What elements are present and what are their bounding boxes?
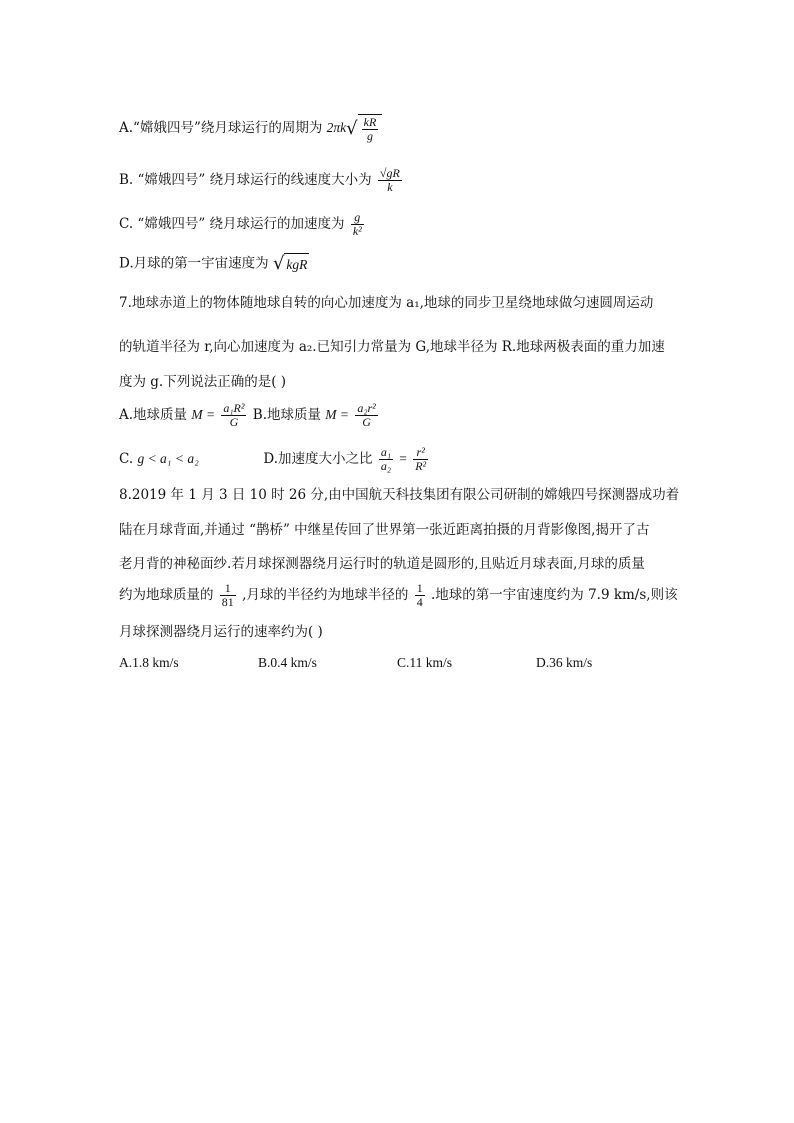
q7-option-b-den: G [362, 415, 371, 429]
q7-option-c-expr: g < a₁ < a₂ [137, 451, 199, 466]
q8-frac-1-den: 81 [221, 595, 234, 609]
q7-option-a-den: G [229, 415, 239, 429]
q7-line-1: 7.地球赤道上的物体随地球自转的向心加速度为 a₁,地球的同步卫星绕地球做匀速圆周运动 [119, 295, 654, 311]
q6-option-a [119, 114, 382, 143]
q8-option-c: C.11 km/s [397, 655, 453, 670]
q7-option-b-num: a₂r² [357, 401, 376, 415]
q7-option-d-rfrac [413, 446, 428, 473]
q8-line-3: 老月背的神秘面纱.若月球探测器绕月运行时的轨道是圆形的,且贴近月球表面,月球的质量 [119, 556, 645, 572]
q6-option-d-sqrt-body: kgR [284, 253, 309, 275]
q8-line-4 [119, 582, 678, 609]
q6-option-c [119, 211, 366, 238]
q8-frac-2-num: 1 [416, 581, 423, 595]
q7-line-3: 度为 g.下列说法正确的是( ) [119, 374, 287, 390]
q6-option-c-num: g [351, 211, 364, 225]
q8-option-d: D.36 km/s [536, 655, 593, 670]
q6-option-a-label: A.“嫦娥四号”绕月球运行的周期为 [119, 120, 323, 136]
q7-options-ab [119, 402, 380, 429]
q6-option-b [119, 167, 404, 194]
q7-option-a-num: a₁R² [223, 401, 245, 415]
q6-option-d [119, 253, 309, 275]
q8-frac-2 [415, 582, 425, 609]
q8-line-2: 陆在月球背面,并通过 “鹊桥” 中继星传回了世界第一张近距离拍摄的月背影像图,揭开了古 [119, 522, 650, 538]
q8-line-1: 8.2019 年 1 月 3 日 10 时 26 分,由中国航天科技集团有限公司研制的嫦娥四号探测器成功着 [119, 487, 680, 503]
q6-option-d-sqrt: √ kgR [272, 253, 308, 274]
q6-option-a-prefix: 2πk [326, 120, 347, 135]
q7-option-b-lhs: M = [325, 407, 350, 422]
q7-option-b-label: B.地球质量 [252, 407, 321, 423]
q8-option-a: A.1.8 km/s [119, 655, 179, 670]
q8-option-b: B.0.4 km/s [258, 655, 317, 670]
q6-option-a-sqrt-num: kR [363, 115, 377, 129]
q7-option-d-lnum: a₁ [380, 445, 391, 459]
q7-option-d-eq: = [399, 451, 407, 466]
q6-option-a-sqrt-den: g [366, 129, 373, 143]
q6-option-c-den: k² [352, 224, 362, 238]
q6-option-d-label: D.月球的第一宇宙速度为 [119, 255, 269, 272]
q8-line-4-a: 约为地球质量的 [119, 587, 214, 603]
q7-option-d-rden: R² [415, 459, 427, 473]
q6-option-a-sqrt: √ $\frac{kR}{g}$ [346, 114, 382, 143]
q7-option-d-label: D.加速度大小之比 [263, 451, 373, 467]
q8-frac-1 [220, 582, 236, 609]
q6-option-b-label: B. “嫦娥四号” 绕月球运行的线速度大小为 [119, 172, 372, 188]
q7-option-d-lden: a₂ [380, 459, 391, 473]
q7-options-cd [119, 446, 430, 473]
q7-option-d-lfrac [379, 446, 393, 473]
q6-option-c-frac [351, 211, 364, 238]
q7-option-c-label: C. [119, 451, 134, 467]
q7-option-b-frac [355, 402, 377, 429]
q7-option-d-rnum: r² [413, 446, 428, 460]
q6-option-b-num: gR [386, 166, 400, 180]
q7-option-a-frac [221, 402, 246, 429]
q8-line-5: 月球探测器绕月运行的速率约为( ) [119, 624, 323, 640]
q7-option-a-lhs: M = [191, 407, 216, 422]
q8-frac-1-num: 1 [220, 582, 236, 596]
q8-frac-2-den: 4 [416, 595, 423, 609]
q6-option-b-den: k [387, 180, 393, 194]
q7-line-2: 的轨道半径为 r,向心加速度为 a₂.已知引力常量为 G,地球半径为 R.地球两极表面的重力加速 [119, 339, 665, 355]
q6-option-c-label: C. “嫦娥四号” 绕月球运行的加速度为 [119, 216, 345, 232]
q8-line-4-b: ,月球的半径约为地球半径的 [242, 587, 409, 603]
q7-option-a-label: A.地球质量 [119, 407, 188, 423]
q8-line-4-c: .地球的第一宇宙速度约为 7.9 km/s,则该 [430, 587, 678, 603]
q6-option-b-frac: $\frac{√gR}{k}$ [379, 166, 400, 194]
